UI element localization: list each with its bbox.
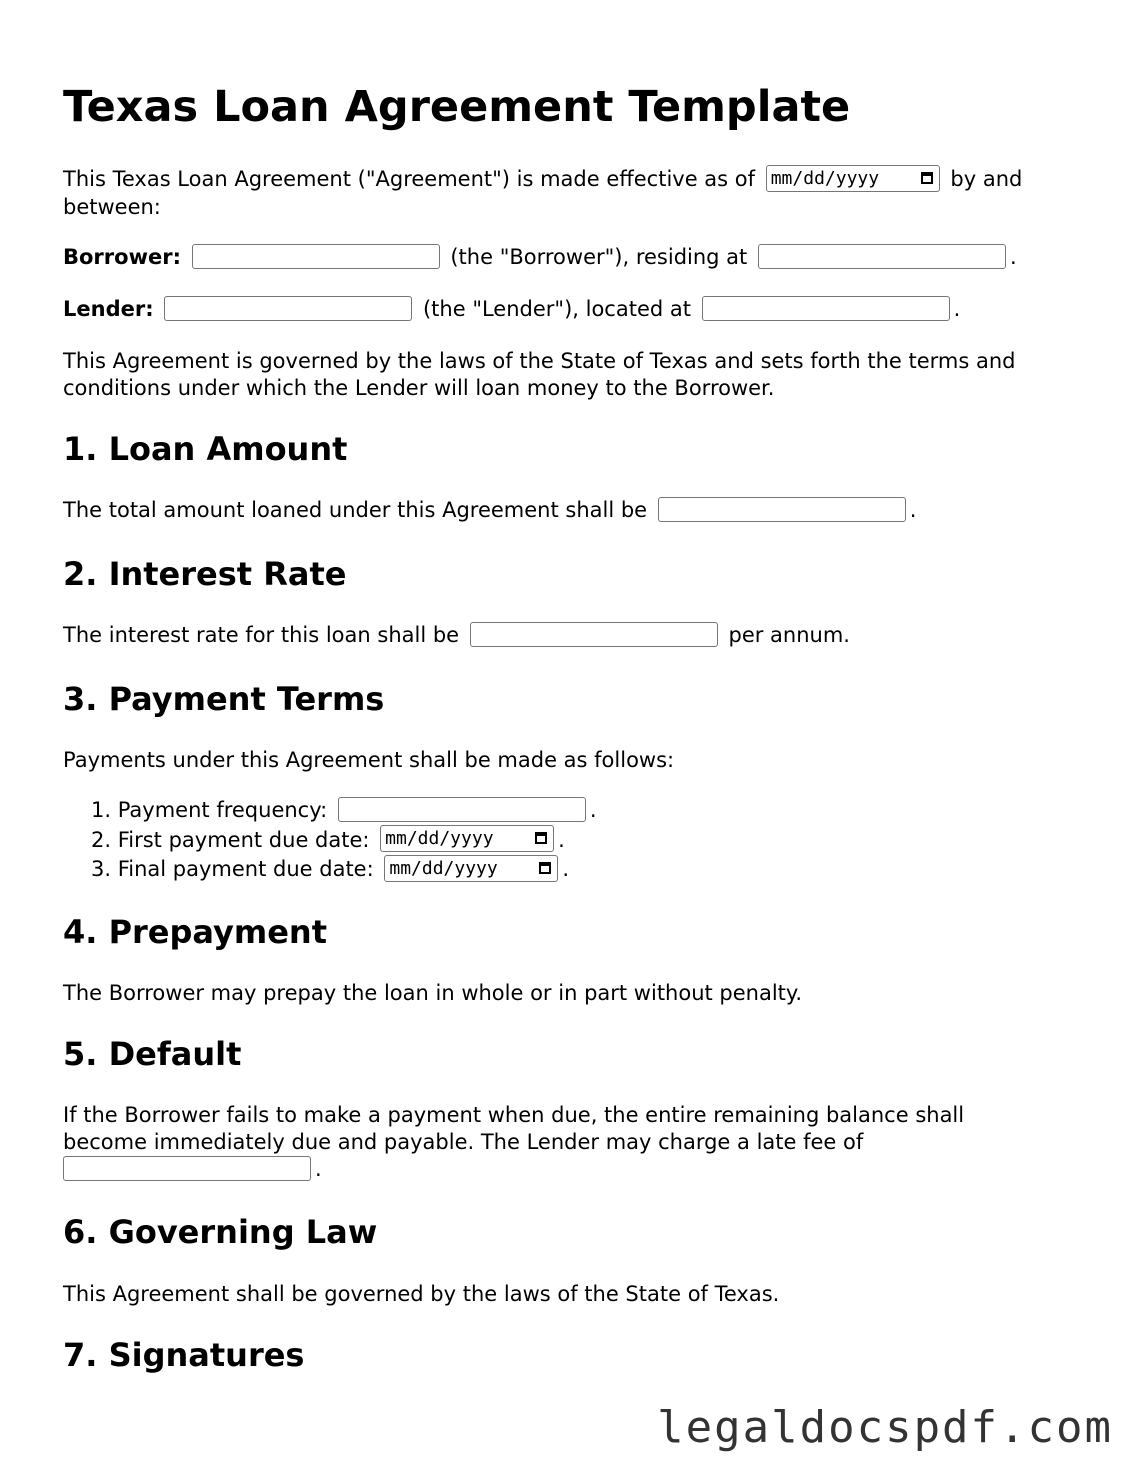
intro-text: This Texas Loan Agreement ("Agreement") is made effective as of xyxy=(63,167,756,191)
governing-intro-line1: This Agreement is governed by the laws of the State of Texas and sets forth the terms and xyxy=(63,349,1016,373)
calendar-icon[interactable] xyxy=(921,172,933,184)
list-item xyxy=(91,796,597,826)
governing-law-heading: 6. Governing Law xyxy=(63,1213,378,1251)
final-payment-date-input[interactable] xyxy=(384,855,558,882)
lender-label: Lender: xyxy=(63,297,154,321)
calendar-icon[interactable] xyxy=(535,832,547,844)
effective-date-input[interactable] xyxy=(766,165,940,192)
borrower-name-input[interactable] xyxy=(192,244,440,269)
first-payment-placeholder: mm/dd/yyyy xyxy=(385,828,494,849)
list-item xyxy=(91,855,597,885)
borrower-line xyxy=(63,244,1017,271)
loan-amount-paragraph xyxy=(63,497,916,524)
loan-amount-input[interactable] xyxy=(658,497,906,522)
loan-amount-heading: 1. Loan Amount xyxy=(63,430,348,468)
first-payment-end: . xyxy=(558,827,565,852)
borrower-mid-text: (the "Borrower"), residing at xyxy=(450,245,748,269)
governing-law-text: This Agreement shall be governed by the laws of the State of Texas. xyxy=(63,1282,780,1306)
default-heading: 5. Default xyxy=(63,1035,242,1073)
payment-frequency-input[interactable] xyxy=(338,797,586,822)
prepayment-text: The Borrower may prepay the loan in whole or in part without penalty. xyxy=(63,981,803,1005)
final-payment-label: 3. Final payment due date: xyxy=(91,857,374,881)
late-fee-input[interactable] xyxy=(63,1156,311,1181)
prepayment-heading: 4. Prepayment xyxy=(63,913,327,951)
borrower-end: . xyxy=(1009,245,1017,269)
loan-amount-text: The total amount loaned under this Agreement shall be xyxy=(63,498,648,522)
payment-frequency-label: 1. Payment frequency: xyxy=(91,798,328,822)
lender-line xyxy=(63,296,960,323)
intro-text-line2: between: xyxy=(63,194,161,219)
governing-intro-paragraph xyxy=(63,348,1016,402)
default-line2: become immediately due and payable. The Lender may charge a late fee of xyxy=(63,1130,864,1154)
watermark: legaldocspdf.com xyxy=(657,1402,1113,1453)
loan-amount-end: . xyxy=(909,498,917,522)
final-payment-placeholder: mm/dd/yyyy xyxy=(389,857,498,879)
intro-paragraph xyxy=(63,166,1022,221)
interest-rate-input[interactable] xyxy=(470,622,718,647)
lender-name-input[interactable] xyxy=(164,296,412,321)
calendar-icon[interactable] xyxy=(539,862,551,874)
interest-rate-heading: 2. Interest Rate xyxy=(63,555,347,593)
payment-frequency-end: . xyxy=(589,798,597,822)
interest-rate-text: The interest rate for this loan shall be xyxy=(63,623,460,647)
governing-intro-line2: conditions under which the Lender will loan money to the Borrower. xyxy=(63,376,775,400)
first-payment-label: 2. First payment due date: xyxy=(91,827,370,852)
list-item xyxy=(91,826,597,856)
first-payment-date-input[interactable] xyxy=(380,825,554,852)
payment-terms-list xyxy=(91,796,597,885)
payment-terms-text: Payments under this Agreement shall be made as follows: xyxy=(63,748,675,772)
borrower-label: Borrower: xyxy=(63,245,181,269)
effective-date-placeholder: mm/dd/yyyy xyxy=(770,167,880,189)
payment-terms-heading: 3. Payment Terms xyxy=(63,680,385,718)
default-end: . xyxy=(315,1157,322,1181)
signatures-heading: 7. Signatures xyxy=(63,1336,305,1374)
lender-mid-text: (the "Lender"), located at xyxy=(422,297,691,321)
default-paragraph xyxy=(63,1102,964,1183)
lender-end: . xyxy=(953,297,961,321)
page-title: Texas Loan Agreement Template xyxy=(63,82,851,132)
interest-rate-paragraph xyxy=(63,622,850,649)
lender-address-input[interactable] xyxy=(702,296,950,321)
final-payment-end: . xyxy=(562,857,570,881)
borrower-address-input[interactable] xyxy=(758,244,1006,269)
interest-rate-end: per annum. xyxy=(728,623,850,647)
default-line1: If the Borrower fails to make a payment when due, the entire remaining balance shall xyxy=(63,1103,965,1127)
intro-text-after: by and xyxy=(950,167,1023,191)
